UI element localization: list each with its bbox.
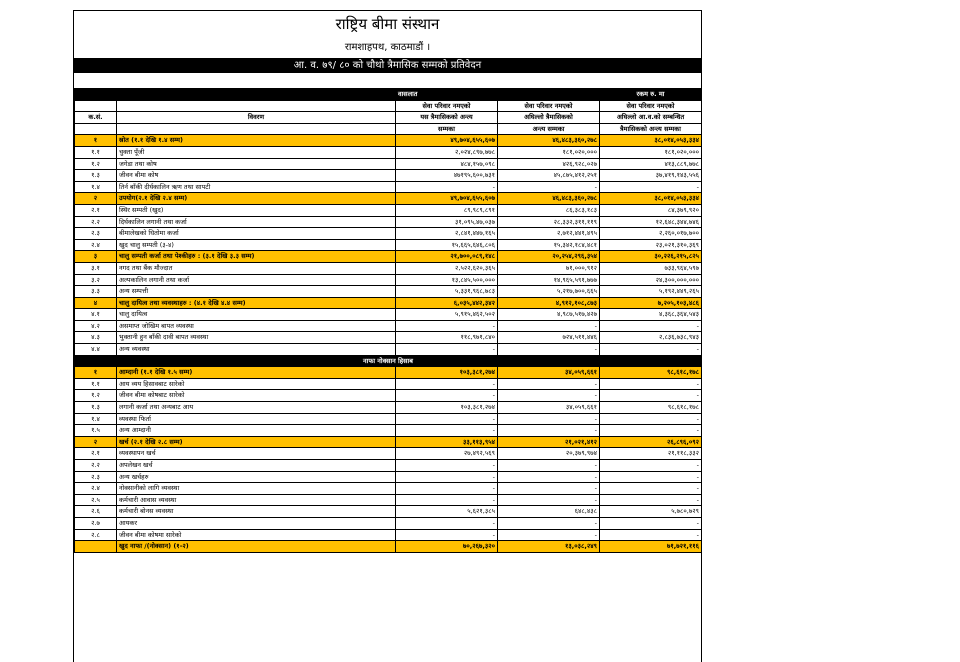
row-value-previous-year: ७१,७२१,११६ <box>600 541 702 553</box>
row-value-current: २७,४९२,५६९ <box>396 448 498 460</box>
table-row <box>75 344 702 356</box>
row-sn: २.१ <box>75 448 117 460</box>
table-row <box>75 170 702 182</box>
table-row <box>75 483 702 495</box>
row-value-previous-quarter: - <box>498 320 600 332</box>
row-value-current: ६,०३५,४४२,३४२ <box>396 297 498 309</box>
row-value-previous-quarter: - <box>498 413 600 425</box>
row-value-previous-year: ४१३,८८९,७७८ <box>600 158 702 170</box>
table-row <box>75 517 702 529</box>
column-header-row <box>75 112 702 124</box>
table-row <box>75 228 702 240</box>
row-value-previous-quarter: ३४,०५९,६६१ <box>498 367 600 379</box>
table-row <box>75 529 702 541</box>
row-value-previous-year: २३,०२१,३१०,३६९ <box>600 239 702 251</box>
row-description: कर्मचारी बोनस व्यवस्था <box>117 506 396 518</box>
table-row <box>75 332 702 344</box>
row-value-previous-quarter: - <box>498 344 600 356</box>
row-value-previous-year: ५,१९२,४४९,२६५ <box>600 286 702 298</box>
row-value-previous-quarter: ७२४,५११,४४६ <box>498 332 600 344</box>
row-value-previous-year: ५,७८०,७२९ <box>600 506 702 518</box>
row-value-current: १५,६६५,६४६,८०६ <box>396 239 498 251</box>
row-value-current: ७०,२६७,३२० <box>396 541 498 553</box>
header-blank <box>117 100 396 112</box>
row-value-previous-quarter: - <box>498 460 600 472</box>
row-value-previous-year: - <box>600 471 702 483</box>
header-blank <box>75 123 117 135</box>
table-row <box>75 239 702 251</box>
table-row <box>75 460 702 472</box>
row-value-previous-quarter: ४२६,९२८,०२७ <box>498 158 600 170</box>
row-description: कर्मचारी आवास व्यवस्था <box>117 494 396 506</box>
row-value-current: १०३,३८१,२७४ <box>396 402 498 414</box>
row-sn: २.८ <box>75 529 117 541</box>
row-sn: ४.४ <box>75 344 117 356</box>
row-value-current: ११८,९७१,८४० <box>396 332 498 344</box>
row-description: स्रोत (१.१ देखि १.४ सम्म) <box>117 135 396 147</box>
row-value-previous-quarter: - <box>498 529 600 541</box>
col3-header-line3: त्रैमासिकको अन्त्य सम्मका <box>600 123 702 135</box>
row-value-previous-quarter: १५,३४२,१८४,४८१ <box>498 239 600 251</box>
row-sn: २.२ <box>75 216 117 228</box>
table-row <box>75 286 702 298</box>
row-sn: १.१ <box>75 378 117 390</box>
col2-header-line1: सेवा परिवार नमएको <box>498 100 600 112</box>
row-value-previous-year: २१,११८,३३२ <box>600 448 702 460</box>
row-value-previous-year: ७,२०५,१०३,४८६ <box>600 297 702 309</box>
table-row <box>75 541 702 553</box>
row-description: अन्य खर्चहरु <box>117 471 396 483</box>
row-description: दिर्घकालिन लगानी तथा कर्जा <box>117 216 396 228</box>
row-value-current: ४७१९५,६००,७३१ <box>396 170 498 182</box>
row-sn: २.५ <box>75 494 117 506</box>
row-description: बीमालेखको धितोमा कर्जा <box>117 228 396 240</box>
row-value-current: - <box>396 413 498 425</box>
table-row <box>75 506 702 518</box>
row-sn: ३.२ <box>75 274 117 286</box>
row-value-previous-quarter: १३,०३८,२४९ <box>498 541 600 553</box>
column-header-row <box>75 123 702 135</box>
row-value-current: ५,६२१,३८५ <box>396 506 498 518</box>
table-row <box>75 436 702 448</box>
row-sn: २.३ <box>75 228 117 240</box>
row-description: अन्य सम्पत्ती <box>117 286 396 298</box>
row-description: अन्य आम्दानी <box>117 425 396 437</box>
table-row <box>75 448 702 460</box>
amount-unit: रकम रु. मा <box>600 89 702 101</box>
row-value-previous-year: - <box>600 390 702 402</box>
row-sn: १.२ <box>75 390 117 402</box>
row-value-previous-quarter: ४६,४८३,३६०,२७८ <box>498 193 600 205</box>
table-row <box>75 402 702 414</box>
table-row <box>75 216 702 228</box>
row-value-previous-year: - <box>600 320 702 332</box>
row-value-previous-quarter: ४,९८७,५१७,४२७ <box>498 309 600 321</box>
row-value-previous-year: २४,३००,०००,००० <box>600 274 702 286</box>
row-description: चालु दायित्व तथा व्यवस्थाहरु : (४.१ देखि ४.४ सम्म) <box>117 297 396 309</box>
profit-loss-title: नाफा नोक्सान हिसाब <box>75 355 702 367</box>
row-value-current: ३१,०९५,४७,०३७ <box>396 216 498 228</box>
row-sn: १.४ <box>75 413 117 425</box>
row-value-current: २,०२४,८९७,७७८ <box>396 146 498 158</box>
table-row <box>75 297 702 309</box>
org-title: राष्ट्रिय बीमा संस्थान <box>335 15 440 33</box>
row-value-current: २१,७००,०८९,१४८ <box>396 251 498 263</box>
band-cell <box>117 89 396 101</box>
row-value-previous-quarter: २,७१२,४४१,४९५ <box>498 228 600 240</box>
row-value-previous-quarter: - <box>498 471 600 483</box>
row-sn: २.४ <box>75 239 117 251</box>
row-value-current: - <box>396 390 498 402</box>
table-row <box>75 251 702 263</box>
row-sn: २.२ <box>75 460 117 472</box>
row-value-previous-year: ३८,०१४,०५३,३३४ <box>600 135 702 147</box>
row-value-current: २,८४१,४४७,१६५ <box>396 228 498 240</box>
row-value-previous-year: २,२६०,०१७,७०० <box>600 228 702 240</box>
row-sn: ३.३ <box>75 286 117 298</box>
row-value-previous-quarter: - <box>498 390 600 402</box>
balance-sheet-title: वासलात <box>396 89 498 101</box>
col1-header-line1: सेवा परिवार नमएको <box>396 100 498 112</box>
row-value-previous-quarter: ७१,०००,९१२ <box>498 262 600 274</box>
row-sn: १.३ <box>75 402 117 414</box>
row-value-previous-quarter: ४५,८७५,४१२,२५१ <box>498 170 600 182</box>
table-row <box>75 425 702 437</box>
row-sn <box>75 541 117 553</box>
row-value-previous-year: ३७,४१९,१४३,५५६ <box>600 170 702 182</box>
table-row <box>75 494 702 506</box>
row-sn: १.४ <box>75 181 117 193</box>
row-value-previous-quarter: २०,३७९,९७४ <box>498 448 600 460</box>
row-value-previous-year: - <box>600 517 702 529</box>
row-description: नगद तथा बैंक मौज्दात <box>117 262 396 274</box>
row-sn: ४.२ <box>75 320 117 332</box>
row-description: अन्य व्यवस्था <box>117 344 396 356</box>
row-value-previous-quarter: १४,९६५,५९१,७७७ <box>498 274 600 286</box>
row-value-previous-quarter: ६४८,४३८ <box>498 506 600 518</box>
row-value-current: ५,३३१,९६८,७८३ <box>396 286 498 298</box>
row-value-previous-year: ७३३,९६४,५९७ <box>600 262 702 274</box>
row-value-current: ४९,७०४,६५५,६०७ <box>396 193 498 205</box>
report-sheet <box>73 10 702 662</box>
table-row <box>75 378 702 390</box>
row-value-current: २,५२२,६२०,३६५ <box>396 262 498 274</box>
profit-loss-band <box>75 355 702 367</box>
row-value-current: - <box>396 529 498 541</box>
row-value-previous-year: ९८,६१८,१७८ <box>600 402 702 414</box>
row-value-previous-quarter: ३४,०५९,६६१ <box>498 402 600 414</box>
col1-header-line2: यस त्रैमासिकको अन्त्य <box>396 112 498 124</box>
row-value-current: ३३,११३,९५४ <box>396 436 498 448</box>
row-sn: २.६ <box>75 506 117 518</box>
row-value-previous-quarter: - <box>498 425 600 437</box>
row-description: उपयोग(२.१ देखि २.४ सम्म) <box>117 193 396 205</box>
row-value-current: १३,८४५,५००,००० <box>396 274 498 286</box>
table-row <box>75 204 702 216</box>
row-value-previous-quarter: २१,०२१,४१२ <box>498 436 600 448</box>
row-description: चालु सम्पती कर्जा तथा पेश्कीहरु : (३.१ देखि ३.३ सम्म) <box>117 251 396 263</box>
row-sn: २.१ <box>75 204 117 216</box>
row-value-previous-year: ३०,२२६,२१५,८२५ <box>600 251 702 263</box>
row-value-previous-quarter: २८,३३२,३११,११९ <box>498 216 600 228</box>
row-description: व्यवस्थापन खर्च <box>117 448 396 460</box>
row-sn: १.५ <box>75 425 117 437</box>
row-value-current: ४८४,१५७,०९८ <box>396 158 498 170</box>
row-sn: २.४ <box>75 483 117 495</box>
row-value-previous-quarter: ४,९१२,१०८,८७३ <box>498 297 600 309</box>
row-description: असमाप्त जोखिम बापत व्यवस्था <box>117 320 396 332</box>
table-row <box>75 146 702 158</box>
report-title: आ. व. ७९/ ८० को चौथो त्रैमासिक सम्मको प्रतिवेदन <box>74 58 701 73</box>
row-description: भुक्तानी हुन बाँकी दावी बापत व्यवस्था <box>117 332 396 344</box>
row-value-previous-year: - <box>600 181 702 193</box>
row-value-previous-year: - <box>600 378 702 390</box>
row-value-previous-year: - <box>600 344 702 356</box>
row-sn: ४ <box>75 297 117 309</box>
table-row <box>75 390 702 402</box>
row-value-previous-year: ४,३६८,३६४,५४३ <box>600 309 702 321</box>
row-value-current: १०३,३८१,२७४ <box>396 367 498 379</box>
financial-table <box>74 88 702 553</box>
row-sn: २ <box>75 193 117 205</box>
row-value-previous-quarter: ८६,३८३,१८३ <box>498 204 600 216</box>
header-blank <box>75 100 117 112</box>
spacer <box>74 73 701 88</box>
col2-header-line2: अघिल्लो त्रैमासिकको <box>498 112 600 124</box>
col1-header-line3: सम्मका <box>396 123 498 135</box>
table-row <box>75 471 702 483</box>
row-value-current: - <box>396 494 498 506</box>
table-row <box>75 193 702 205</box>
row-description: व्यवस्था फिर्ता <box>117 413 396 425</box>
row-description: लगानी कर्जा तथा अन्यबाट आय <box>117 402 396 414</box>
row-description: जीवन बीमा कोष <box>117 170 396 182</box>
row-sn: ३.१ <box>75 262 117 274</box>
row-value-current: - <box>396 483 498 495</box>
row-sn: १.१ <box>75 146 117 158</box>
table-row <box>75 274 702 286</box>
table-row <box>75 181 702 193</box>
row-value-current: - <box>396 425 498 437</box>
row-description: जगेडा तथा कोष <box>117 158 396 170</box>
row-value-current: ५,९१५,४६२,५०२ <box>396 309 498 321</box>
row-value-current: - <box>396 320 498 332</box>
sn-header: क.सं. <box>75 112 117 124</box>
row-description: आम्दानी (१.१ देखि १.५ सम्म) <box>117 367 396 379</box>
balance-sheet-band <box>75 89 702 101</box>
row-value-current: - <box>396 460 498 472</box>
org-address: रामशाहपथ, काठमाडौं । <box>344 42 431 53</box>
row-description: खर्च (२.१ देखि २.८ सम्म) <box>117 436 396 448</box>
col3-header-line2: अघिल्लो आ.व.को सम्बन्धित <box>600 112 702 124</box>
row-description: चुक्ता पूँजी <box>117 146 396 158</box>
row-description: स्थिर सम्पती (खुद) <box>117 204 396 216</box>
row-value-previous-quarter: २०,२५४,२९६,३५४ <box>498 251 600 263</box>
row-value-current: - <box>396 471 498 483</box>
row-description: जीवन बीमा कोषबाट सारेको <box>117 390 396 402</box>
row-description: नोक्सानीको लागि व्यवस्था <box>117 483 396 495</box>
col2-header-line3: अन्त्य सम्मका <box>498 123 600 135</box>
table-row <box>75 158 702 170</box>
row-value-previous-year: २६,८९६,०९२ <box>600 436 702 448</box>
column-header-row <box>75 100 702 112</box>
row-sn: २.७ <box>75 517 117 529</box>
row-value-current: - <box>396 517 498 529</box>
row-value-previous-year: २,८३६,७३८,९४३ <box>600 332 702 344</box>
table-row <box>75 262 702 274</box>
row-value-current: ८९,९८९,८९१ <box>396 204 498 216</box>
row-description: अपलेखन खर्च <box>117 460 396 472</box>
row-sn: १.३ <box>75 170 117 182</box>
row-sn: २ <box>75 436 117 448</box>
row-value-previous-year: १८१,०२०,००० <box>600 146 702 158</box>
row-value-previous-year: - <box>600 494 702 506</box>
row-sn: ४.३ <box>75 332 117 344</box>
table-row <box>75 413 702 425</box>
row-value-previous-quarter: - <box>498 494 600 506</box>
row-value-previous-year: १२,६४८,३४४,७४६ <box>600 216 702 228</box>
row-description: जीवन बीमा कोषमा सारेको <box>117 529 396 541</box>
table-row <box>75 367 702 379</box>
row-value-previous-year: - <box>600 460 702 472</box>
financial-table-body <box>75 89 702 553</box>
row-value-previous-year: ९८,६१८,१७८ <box>600 367 702 379</box>
row-sn: १.२ <box>75 158 117 170</box>
row-description: तिर्न बाँकी दीर्घकालिन ऋण तथा सापटी <box>117 181 396 193</box>
row-description: अल्पकालिन लगानी तथा कर्जा <box>117 274 396 286</box>
band-cell <box>498 89 600 101</box>
row-value-current: - <box>396 378 498 390</box>
table-row <box>75 135 702 147</box>
row-description: आय व्यय हिसावबाट सारेको <box>117 378 396 390</box>
row-value-previous-year: - <box>600 483 702 495</box>
row-value-previous-year: - <box>600 529 702 541</box>
row-value-previous-quarter: - <box>498 483 600 495</box>
row-sn: १ <box>75 367 117 379</box>
row-value-previous-quarter: - <box>498 378 600 390</box>
row-value-previous-quarter: ४६,४८३,३६०,२७८ <box>498 135 600 147</box>
row-value-current: ४९,७०४,६५५,६०७ <box>396 135 498 147</box>
band-cell <box>75 89 117 101</box>
row-value-previous-quarter: ५,२१७,७००,६६५ <box>498 286 600 298</box>
row-description: खुद नाफा /(नोक्सान) (१-२) <box>117 541 396 553</box>
row-value-previous-year: - <box>600 413 702 425</box>
row-value-previous-quarter: - <box>498 181 600 193</box>
row-value-previous-quarter: १८१,०२०,००० <box>498 146 600 158</box>
row-value-previous-year: ८४,३७९,९२० <box>600 204 702 216</box>
row-description: खुद चालु सम्पती (३-४) <box>117 239 396 251</box>
row-sn: १ <box>75 135 117 147</box>
row-value-current: - <box>396 344 498 356</box>
row-value-previous-year: - <box>600 425 702 437</box>
row-description: चालु दायित्व <box>117 309 396 321</box>
row-sn: ३ <box>75 251 117 263</box>
row-description: आयकर <box>117 517 396 529</box>
col3-header-line1: सेवा परिवार नमएको <box>600 100 702 112</box>
row-value-previous-year: ३८,०१४,०५३,३३४ <box>600 193 702 205</box>
row-value-previous-quarter: - <box>498 517 600 529</box>
table-row <box>75 320 702 332</box>
row-sn: ४.१ <box>75 309 117 321</box>
row-sn: २.३ <box>75 471 117 483</box>
header-blank <box>117 123 396 135</box>
row-value-current: - <box>396 181 498 193</box>
desc-header: विवरण <box>117 112 396 124</box>
table-row <box>75 309 702 321</box>
